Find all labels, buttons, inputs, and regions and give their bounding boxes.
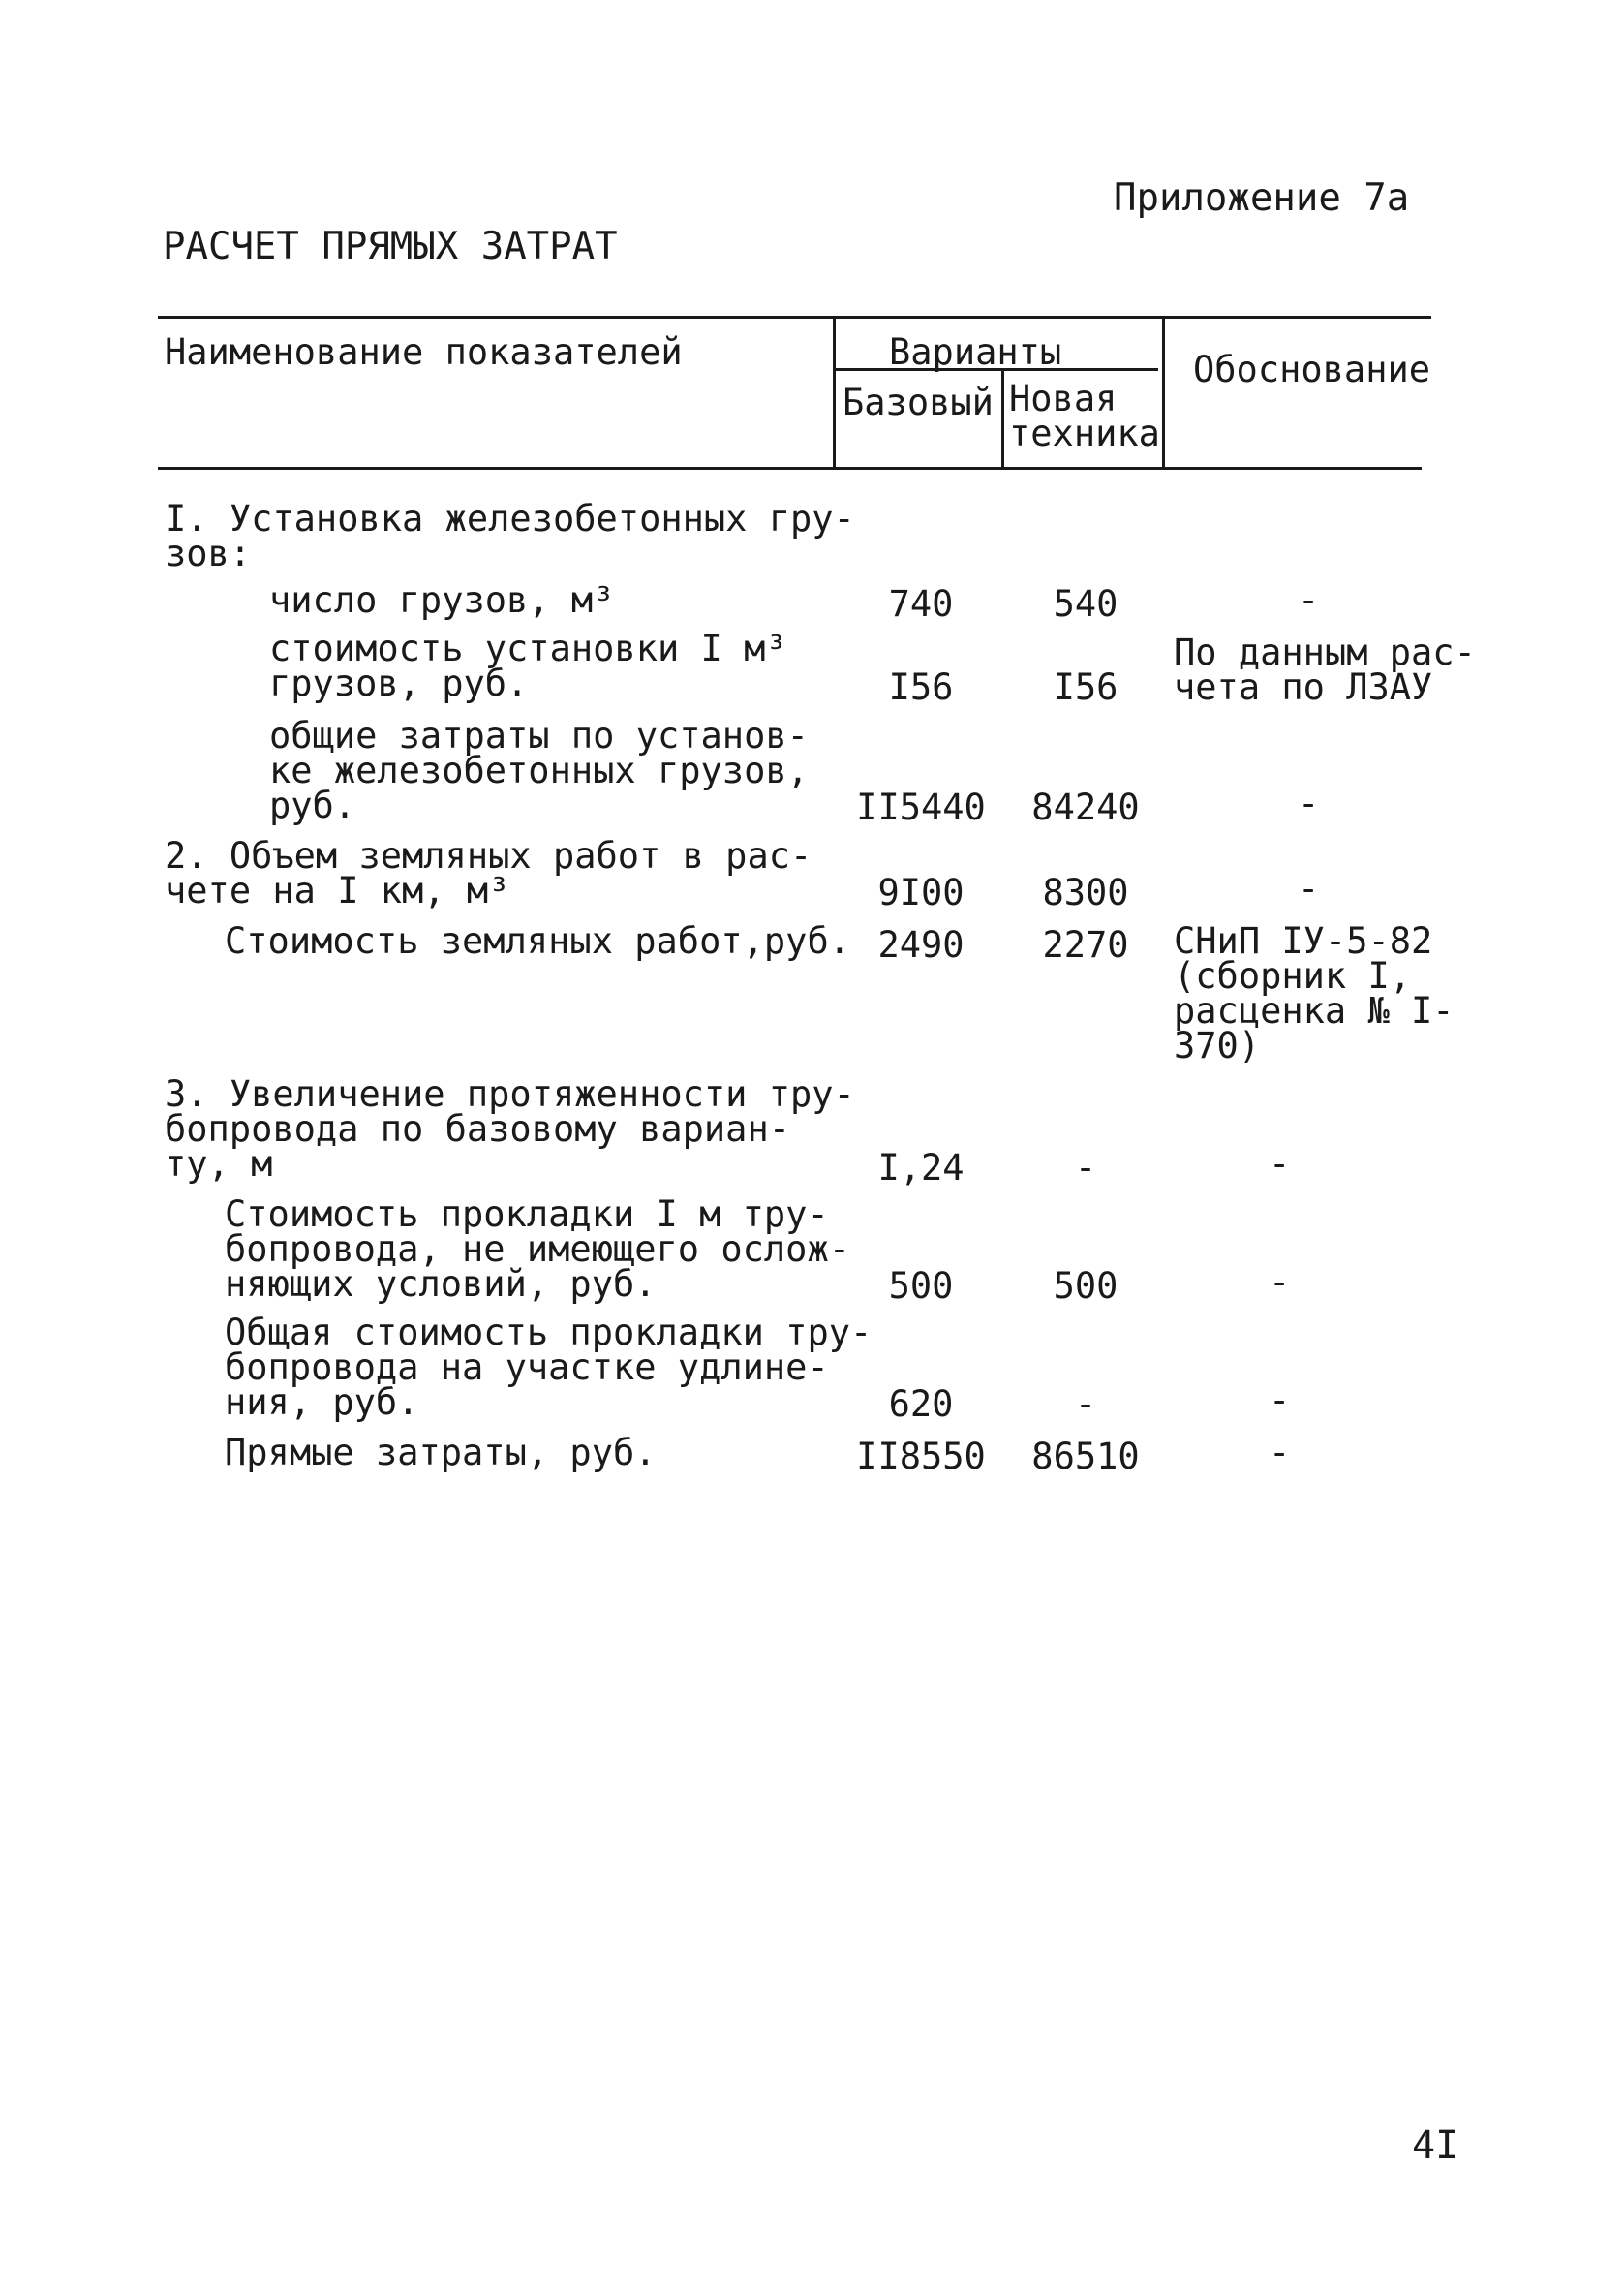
row-new-value: 84240 [1031,787,1140,828]
row-label: Общая стоимость прокладки тру- бопровода на участке удлине- ния, руб. [225,1312,873,1423]
header-base: Базовый [843,382,994,423]
row-label: 3. Увеличение протяженности тру- бопровода по базовому вариан- ту, м [165,1073,855,1185]
row-justification: - [1298,579,1320,621]
row-justification: - [1298,868,1320,910]
row-new-value: - [1074,1383,1097,1425]
row-base-value: 2490 [877,924,965,966]
page-number: 4I [1412,2123,1459,2168]
row-label: общие затраты по установ- ке железобетонных грузов, руб. [269,715,809,826]
row-new-value: 86510 [1031,1436,1140,1477]
row-base-value: 500 [888,1265,954,1307]
row-justification: - [1269,1261,1291,1303]
row-justification: СНиП IУ-5-82 (сборник I, расценка № I- 370) [1174,920,1455,1067]
row-new-value: - [1074,1147,1097,1189]
row-label: Прямые затраты, руб. [225,1432,657,1473]
row-new-value: 8300 [1042,872,1129,913]
row-base-value: I,24 [877,1147,965,1189]
page-title: РАСЧЕТ ПРЯМЫХ ЗАТРАТ [163,225,618,268]
row-new-value: I56 [1053,666,1118,708]
row-base-value: 620 [888,1383,954,1425]
row-label: 2. Объем земляных работ в рас- чете на I км, м³ [165,835,812,912]
table-top-rule [158,316,1431,319]
row-base-value: II8550 [856,1436,986,1477]
column-divider-1 [833,316,836,469]
row-label: число грузов, м³ [269,579,615,621]
row-new-value: 540 [1053,583,1118,625]
header-variants: Варианты [889,331,1062,373]
row-label: I. Установка железобетонных гру- зов: [165,498,855,574]
header-justification: Обоснование [1193,349,1431,390]
header-bottom-rule [158,467,1422,470]
appendix-label: Приложение 7а [1114,176,1410,220]
row-justification: По данным рас- чета по ЛЗАУ [1174,632,1476,708]
row-new-value: 2270 [1042,924,1129,966]
row-new-value: 500 [1053,1265,1118,1307]
header-new-tech: Новая техника [1009,378,1160,454]
row-base-value: 9I00 [877,872,965,913]
column-divider-2 [1001,368,1004,469]
row-label: Стоимость прокладки I м тру- бопровода, не имеющего ослож- няющих условий, руб. [225,1193,851,1305]
row-label: стоимость установки I м³ грузов, руб. [269,628,787,704]
header-indicator: Наименование показателей [165,331,683,373]
row-justification: - [1269,1432,1291,1473]
row-base-value: I56 [888,666,954,708]
row-justification: - [1269,1143,1291,1185]
row-justification: - [1298,783,1320,824]
row-base-value: II5440 [856,787,986,828]
row-justification: - [1269,1379,1291,1421]
row-label: Стоимость земляных работ,руб. [225,920,851,962]
row-base-value: 740 [888,583,954,625]
column-divider-3 [1162,316,1165,469]
